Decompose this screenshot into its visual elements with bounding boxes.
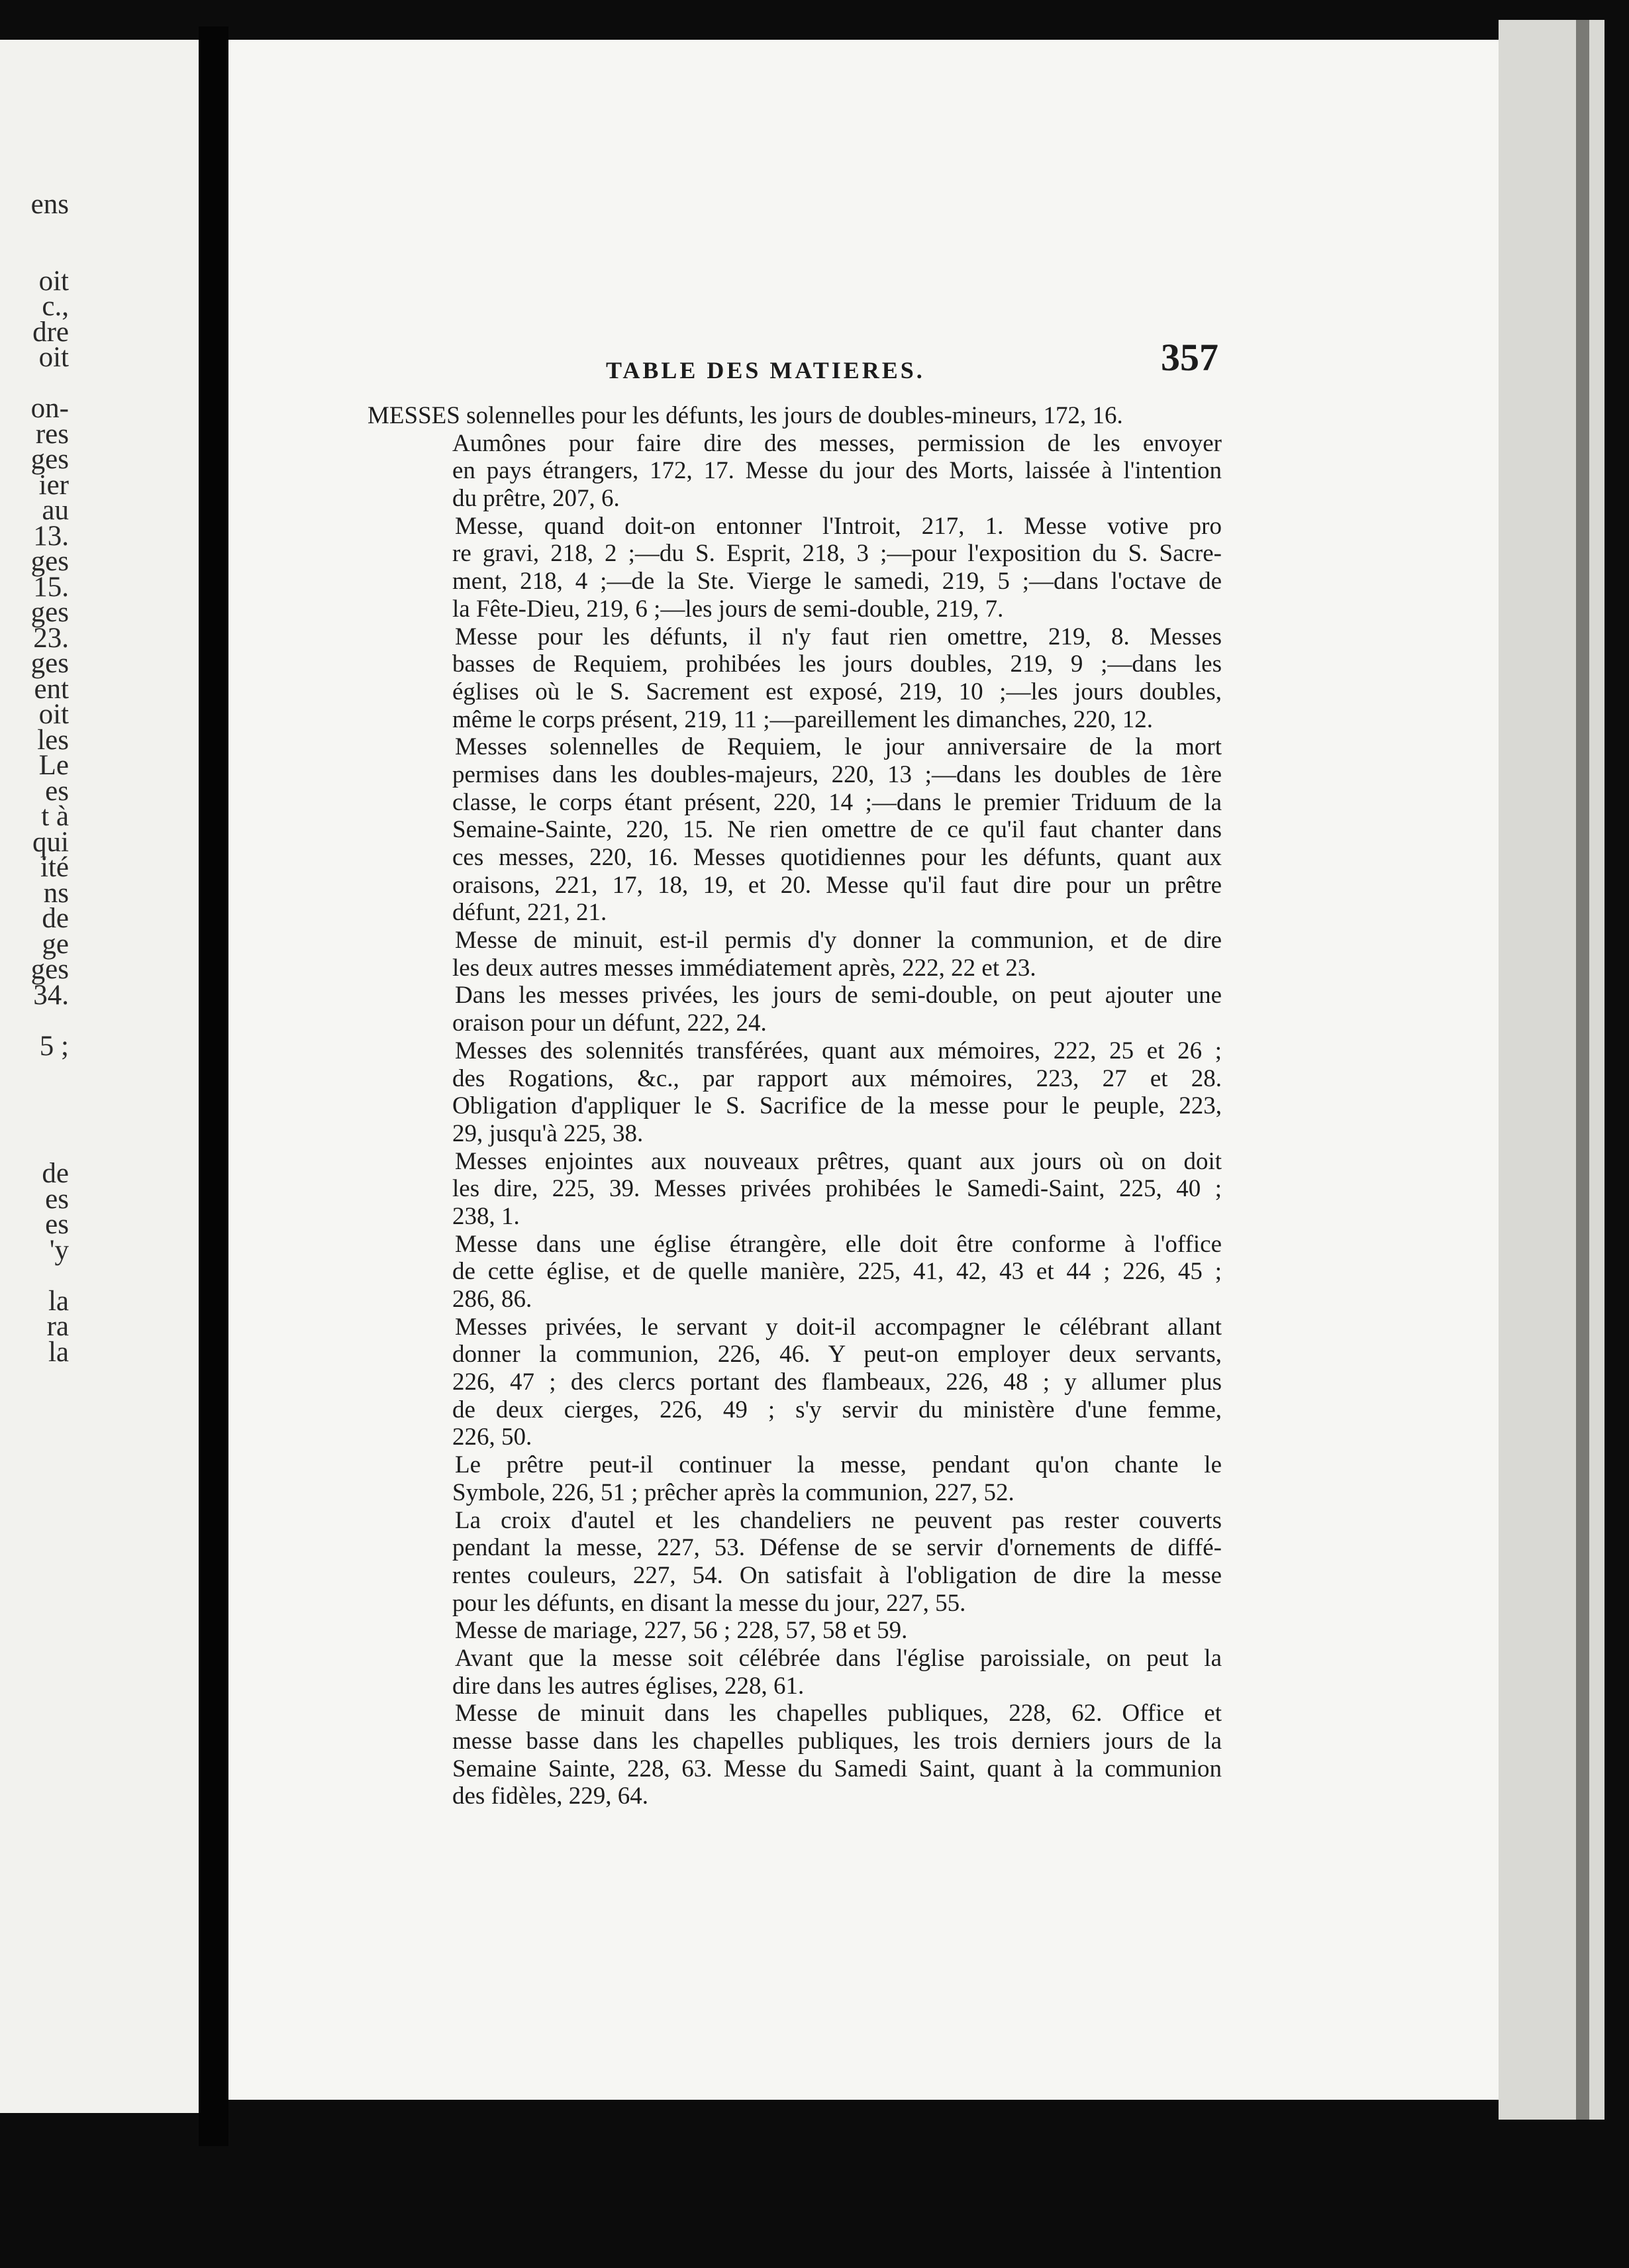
index-line: 226, 50. <box>452 1423 532 1451</box>
previous-page-fragment: ra <box>46 1311 69 1342</box>
previous-page-fragment <box>0 1008 69 1034</box>
previous-page-fragment: t à <box>41 801 69 832</box>
previous-page-fragment: es <box>45 775 69 807</box>
previous-page-fragment: ier <box>38 469 69 501</box>
index-line: basses de Requiem, prohibées les jours doubles, 219, 9 ;—dans les <box>452 650 1222 678</box>
index-line: ment, 218, 4 ;—de la Ste. Vierge le samedi, 219, 5 ;—dans l'octave de <box>452 568 1222 595</box>
previous-page <box>0 40 199 2113</box>
previous-page-fragment: ité <box>40 852 69 883</box>
previous-page-text-edge <box>0 189 69 1861</box>
previous-page-fragment: 5 ; <box>39 1030 69 1062</box>
previous-page-fragment: oit <box>38 699 69 730</box>
index-line: les dire, 225, 39. Messes privées prohibées le Samedi-Saint, 225, 40 ; <box>452 1175 1222 1203</box>
index-line: messe basse dans les chapelles publiques, les trois derniers jours de la <box>452 1727 1222 1755</box>
previous-page-fragment <box>0 1059 69 1085</box>
index-line: du prêtre, 207, 6. <box>452 485 620 513</box>
previous-page-fragment: 15. <box>33 571 69 603</box>
index-line: de cette église, et de quelle manière, 225, 41, 42, 43 et 44 ; 226, 45 ; <box>452 1258 1222 1286</box>
index-line: même le corps présent, 219, 11 ;—pareillement les dimanches, 220, 12. <box>452 705 1153 733</box>
index-line: classe, le corps étant présent, 220, 14 ;—dans le premier Triduum de la <box>452 788 1222 816</box>
index-line: les deux autres messes immédiatement après, 222, 22 et 23. <box>452 954 1036 982</box>
index-line: Avant que la messe soit célébrée dans l'église paroissiale, on peut la <box>455 1644 1222 1672</box>
index-line: re gravi, 218, 2 ;—du S. Esprit, 218, 3 ;—pour l'exposition du S. Sacre- <box>452 540 1222 568</box>
previous-page-fragment: Le <box>38 750 69 781</box>
previous-page-fragment: oit <box>38 265 69 297</box>
previous-page-fragment: ges <box>30 954 69 985</box>
page-number: 357 <box>1161 336 1218 379</box>
previous-page-fragment: ges <box>30 648 69 679</box>
page-header <box>381 303 1218 383</box>
index-line: Messe de mariage, 227, 56 ; 228, 57, 58 et 59. <box>455 1617 908 1645</box>
previous-page-fragment: res <box>35 418 69 450</box>
index-line: 226, 47 ; des clercs portant des flambeaux, 226, 48 ; y allumer plus <box>452 1368 1222 1396</box>
previous-page-fragment: qui <box>32 826 69 858</box>
index-heading-line: MESSES solennelles pour les défunts, les jours de doubles-mineurs, 172, 16. <box>368 402 1123 429</box>
index-line: Messe de minuit, est-il permis d'y donner la communion, et de dire <box>455 927 1222 954</box>
previous-page-fragment: ges <box>30 444 69 475</box>
index-line: Semaine-Sainte, 220, 15. Ne rien omettre de ce qu'il faut chanter dans <box>452 816 1222 844</box>
previous-page-fragment <box>0 1263 69 1289</box>
index-line: des fidèles, 229, 64. <box>452 1782 648 1810</box>
index-line: en pays étrangers, 172, 17. Messe du jour des Morts, laissée à l'intention <box>452 457 1222 485</box>
index-line: Semaine Sainte, 228, 63. Messe du Samedi Saint, quant à la communion <box>452 1755 1222 1782</box>
index-line: Messe dans une église étrangère, elle doit être conforme à l'office <box>455 1230 1222 1258</box>
index-line: des Rogations, &c., par rapport aux mémoires, 223, 27 et 28. <box>452 1064 1222 1092</box>
index-line: dire dans les autres églises, 228, 61. <box>452 1672 805 1700</box>
index-line: pour les défunts, en disant la messe du jour, 227, 55. <box>452 1589 966 1617</box>
running-title: TABLE DES MATIERES. <box>606 357 925 384</box>
index-line: églises où le S. Sacrement est exposé, 219, 10 ;—les jours doubles, <box>452 678 1222 705</box>
previous-page-fragment: de <box>42 903 69 934</box>
index-line: 29, jusqu'à 225, 38. <box>452 1119 644 1147</box>
previous-page-fragment: ent <box>34 673 69 705</box>
index-line: Messes des solennités transférées, quant aux mémoires, 222, 25 et 26 ; <box>455 1037 1222 1064</box>
page-stack-shadow <box>1576 20 1589 2120</box>
index-line: oraison pour un défunt, 222, 24. <box>452 1009 767 1037</box>
previous-page-fragment: au <box>42 495 69 526</box>
previous-page-fragment <box>0 1110 69 1136</box>
previous-page-fragment: ens <box>30 189 69 220</box>
previous-page-fragment: 'y <box>49 1234 69 1266</box>
index-line: la Fête-Dieu, 219, 6 ;—les jours de semi-double, 219, 7. <box>452 595 1004 623</box>
previous-page-fragment: ges <box>30 546 69 577</box>
index-line: défunt, 221, 21. <box>452 899 607 927</box>
index-line: Aumônes pour faire dire des messes, permission de les envoyer <box>452 429 1222 457</box>
index-line: Symbole, 226, 51 ; prêcher après la communion, 227, 52. <box>452 1478 1014 1506</box>
index-line: Messes enjointes aux nouveaux prêtres, quant aux jours où on doit <box>455 1147 1222 1175</box>
index-line: Le prêtre peut-il continuer la messe, pendant qu'on chante le <box>455 1451 1222 1479</box>
index-line: rentes couleurs, 227, 54. On satisfait à l'obligation de dire la messe <box>452 1561 1222 1589</box>
previous-page-fragment: es <box>45 1209 69 1240</box>
previous-page-fragment <box>0 218 69 244</box>
previous-page-fragment: les <box>37 724 69 756</box>
previous-page-fragment: ge <box>42 928 69 960</box>
previous-page-fragment: de <box>42 1158 69 1189</box>
index-line: oraisons, 221, 17, 18, 19, et 20. Messe qu'il faut dire pour un prêtre <box>452 871 1222 899</box>
index-line: Messes solennelles de Requiem, le jour anniversaire de la mort <box>455 733 1222 761</box>
index-line: donner la communion, 226, 46. Y peut-on employer deux servants, <box>452 1341 1222 1368</box>
previous-page-fragment: es <box>45 1183 69 1215</box>
index-line: pendant la messe, 227, 53. Défense de se servir d'ornements de diffé- <box>452 1534 1222 1562</box>
index-line: Messes privées, le servant y doit-il accompagner le célébrant allant <box>455 1313 1222 1341</box>
previous-page-fragment: oit <box>38 342 69 373</box>
book-gutter <box>199 26 228 2146</box>
index-entries <box>368 402 1222 1810</box>
index-line: Obligation d'appliquer le S. Sacrifice de la messe pour le peuple, 223, <box>452 1092 1222 1120</box>
previous-page-fragment: ns <box>43 877 69 909</box>
index-line: permises dans les doubles-majeurs, 220, 13 ;—dans les doubles de 1ère <box>452 760 1222 788</box>
index-line: Messe de minuit dans les chapelles publiques, 228, 62. Office et <box>455 1700 1222 1727</box>
previous-page-fragment <box>0 1085 69 1111</box>
index-line: Messe, quand doit-on entonner l'Introit, 217, 1. Messe votive pro <box>455 512 1222 540</box>
previous-page-fragment: 34. <box>33 979 69 1011</box>
previous-page-fragment: 13. <box>33 520 69 552</box>
index-line: Dans les messes privées, les jours de semi-double, on peut ajouter une <box>455 982 1222 1009</box>
index-line: 286, 86. <box>452 1286 532 1313</box>
index-line: 238, 1. <box>452 1202 520 1230</box>
previous-page-fragment <box>0 243 69 269</box>
index-line: La croix d'autel et les chandeliers ne peuvent pas rester couverts <box>455 1506 1222 1534</box>
previous-page-fragment: la <box>48 1336 69 1368</box>
previous-page-fragment: la <box>48 1285 69 1317</box>
previous-page-fragment: dre <box>32 316 69 348</box>
index-line: ces messes, 220, 16. Messes quotidiennes pour les défunts, quant aux <box>452 844 1222 871</box>
previous-page-fragment: c., <box>42 291 69 322</box>
previous-page-fragment: on- <box>30 393 69 424</box>
previous-page-fragment: ges <box>30 597 69 628</box>
previous-page-fragment: 23. <box>33 622 69 654</box>
index-line: de deux cierges, 226, 49 ; s'y servir du ministère d'une femme, <box>452 1396 1222 1423</box>
index-line: Messe pour les défunts, il n'y faut rien omettre, 219, 8. Messes <box>455 623 1222 650</box>
